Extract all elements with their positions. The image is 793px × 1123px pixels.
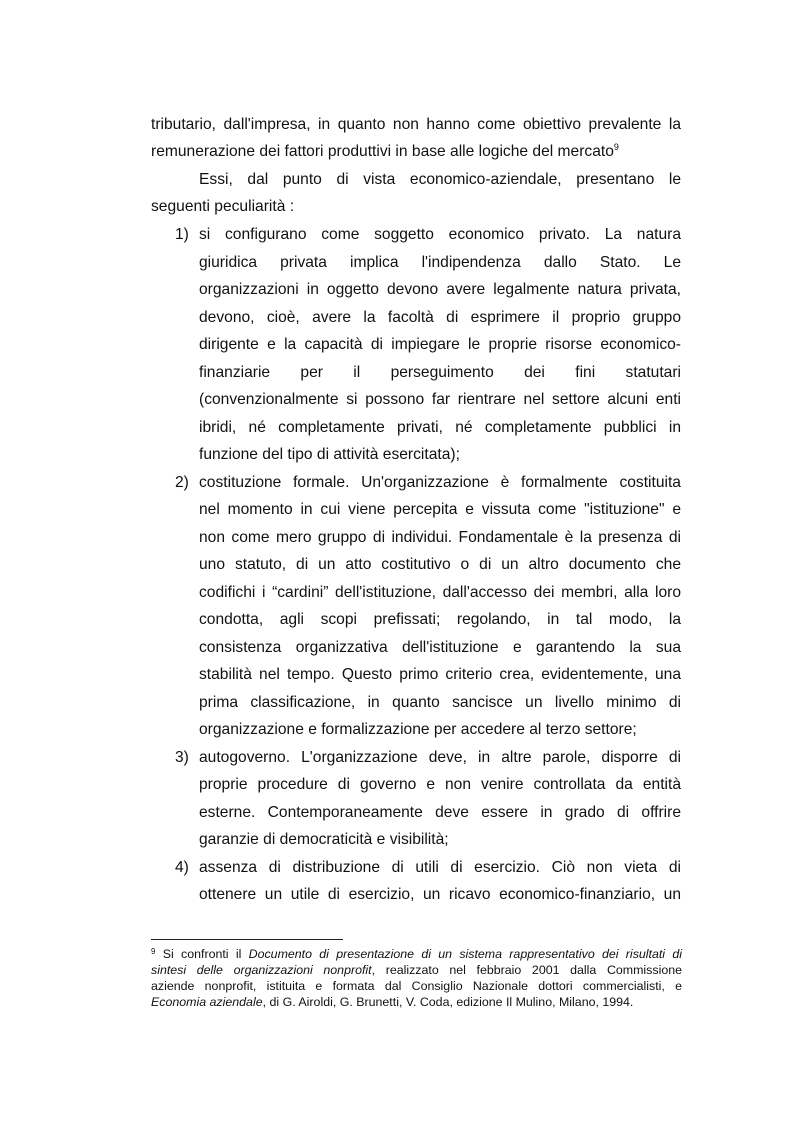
footnote-text: , di G. Airoldi, G. Brunetti, V. Coda, edizione Il Mulino, Milano, 1994. — [262, 995, 634, 1009]
footnote-ref: 9 — [613, 142, 619, 152]
footnote-text: , realizzato nel febbraio 2001 dalla Commissione — [371, 963, 682, 977]
body-line: seguenti peculiarità : — [151, 198, 295, 215]
list-item-line: consistenza organizzativa dell'istituzione e garantendo la sua — [199, 639, 681, 656]
list-item-line: assenza di distribuzione di utili di esercizio. Ciò non vieta di — [199, 859, 681, 876]
list-item-line: nel momento in cui viene percepita e vissuta come "istituzione" e — [199, 501, 681, 518]
list-item-line: non come mero gruppo di individui. Fondamentale è la presenza di — [199, 529, 681, 546]
list-item-line: devono, cioè, avere la facoltà di esprimere il proprio gruppo — [199, 309, 681, 326]
footnote-line: aziende nonprofit, istituita e formata dal Consiglio Nazionale dottori commercialisti, e — [151, 979, 682, 993]
list-item-line: codifichi i “cardini” dell'istituzione, dall'accesso dei membri, alla loro — [199, 584, 681, 601]
body-line-text: remunerazione dei fattori produttivi in base alle logiche del mercato — [151, 143, 614, 160]
list-number: 3) — [175, 749, 189, 766]
footnote-line — [151, 995, 682, 1010]
footnote-line — [151, 947, 682, 962]
list-item-line: ottenere un utile di esercizio, un ricavo economico-finanziario, un — [199, 886, 681, 903]
list-item-line: giuridica privata implica l'indipendenza dallo Stato. Le — [199, 254, 681, 271]
list-item-line: (convenzionalmente si possono far rientrare nel settore alcuni enti — [199, 391, 681, 408]
list-item-line: autogoverno. L'organizzazione deve, in altre parole, disporre di — [199, 749, 681, 766]
list-item-line: prima classificazione, in quanto sancisce un livello minimo di — [199, 694, 681, 711]
list-item-line: organizzazioni in oggetto devono avere legalmente natura privata, — [199, 281, 681, 298]
list-item-line: garanzie di democraticità e visibilità; — [199, 831, 449, 848]
list-item-line: dirigente e la capacità di impiegare le proprie risorse economico- — [199, 336, 681, 353]
list-item-line: uno statuto, di un atto costitutivo o di un altro documento che — [199, 556, 681, 573]
body-line: tributario, dall'impresa, in quanto non hanno come obiettivo prevalente la — [151, 116, 681, 133]
footnote-separator — [151, 939, 343, 940]
footnote-mark: 9 — [151, 947, 156, 956]
footnote-title: Economia aziendale — [151, 995, 263, 1009]
list-item-line: costituzione formale. Un'organizzazione è formalmente costituita — [199, 474, 681, 491]
body-line: Essi, dal punto di vista economico-aziendale, presentano le — [199, 171, 681, 188]
footnote-title: Documento di presentazione di un sistema rappresentativo dei risultati di — [248, 947, 682, 961]
list-item-line: proprie procedure di governo e non venire controllata da entità — [199, 776, 681, 793]
body-line — [151, 142, 681, 162]
list-item-line: ibridi, né completamente privati, né completamente pubblici in — [199, 419, 681, 436]
list-item-line: finanziarie per il perseguimento dei fini statutari — [199, 364, 681, 381]
list-item-line: stabilità nel tempo. Questo primo criterio crea, evidentemente, una — [199, 666, 681, 683]
list-number: 2) — [175, 474, 189, 491]
list-number: 4) — [175, 859, 189, 876]
list-item-line: si configurano come soggetto economico privato. La natura — [199, 226, 681, 243]
list-item-line: esterne. Contemporaneamente deve essere in grado di offrire — [199, 804, 681, 821]
list-item-line: organizzazione e formalizzazione per accedere al terzo settore; — [199, 721, 637, 738]
footnote-line — [151, 963, 682, 978]
footnote-text: Si confronti il — [155, 947, 249, 961]
list-item-line: condotta, agli scopi prefissati; regolando, in tal modo, la — [199, 611, 681, 628]
footnote-title: sintesi delle organizzazioni nonprofit — [151, 963, 372, 977]
list-item-line: funzione del tipo di attività esercitata); — [199, 446, 460, 463]
list-number: 1) — [175, 226, 189, 243]
